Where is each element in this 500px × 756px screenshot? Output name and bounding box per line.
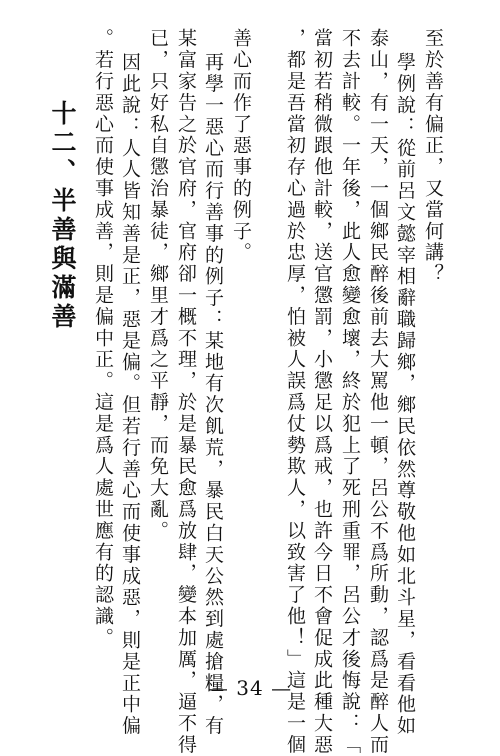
- page-number: — 34 —: [207, 676, 293, 700]
- text-column-9: 某富家告之於官府，官府卻一概不理，於是暴民愈爲放肆，變本加厲，逼不得: [175, 28, 197, 756]
- text-column-4: 不去計較。一年後，此人愈變愈壞，終於犯上了死刑重罪，呂公才後悔說：「: [339, 28, 361, 756]
- text-column-8: 再學一惡心而行善事的例子：某地有次飢荒，暴民白天公然到處搶糧，有: [202, 52, 224, 737]
- text-column-5: 當初若稍微跟他計較，送官懲罰，小懲足以爲戒，也許今日不會促成此種大惡: [311, 28, 333, 756]
- section-heading: 十二、半善與滿善: [48, 100, 77, 332]
- text-column-6: ，都是吾當初存心過於忠厚，怕被人誤爲仗勢欺人，以致害了他！」這是一個: [284, 28, 306, 756]
- text-column-10: 已，只好私自懲治暴徒，鄉里才爲之平靜，而免大亂。: [147, 28, 169, 542]
- text-column-12: 。若行惡心而使事成善，則是偏中正。這是爲人處世應有的認識。: [92, 28, 114, 649]
- text-column-1: 至於善有偏正，又當何講？: [422, 28, 444, 285]
- text-column-7: 善心而作了惡事的例子。: [230, 28, 252, 264]
- text-column-3: 泰山，有一天，一個鄉民醉後前去大罵他一頓，呂公不爲所動，認爲是醉人而: [367, 28, 389, 756]
- text-column-2: 學例說：從前呂文懿宰相辭職歸鄉，鄉民依然尊敬他如北斗星，看看他如: [394, 52, 416, 737]
- text-column-11: 因此說：人人皆知善是正，惡是偏。但若行善心而使事成惡，則是正中偏: [119, 52, 141, 737]
